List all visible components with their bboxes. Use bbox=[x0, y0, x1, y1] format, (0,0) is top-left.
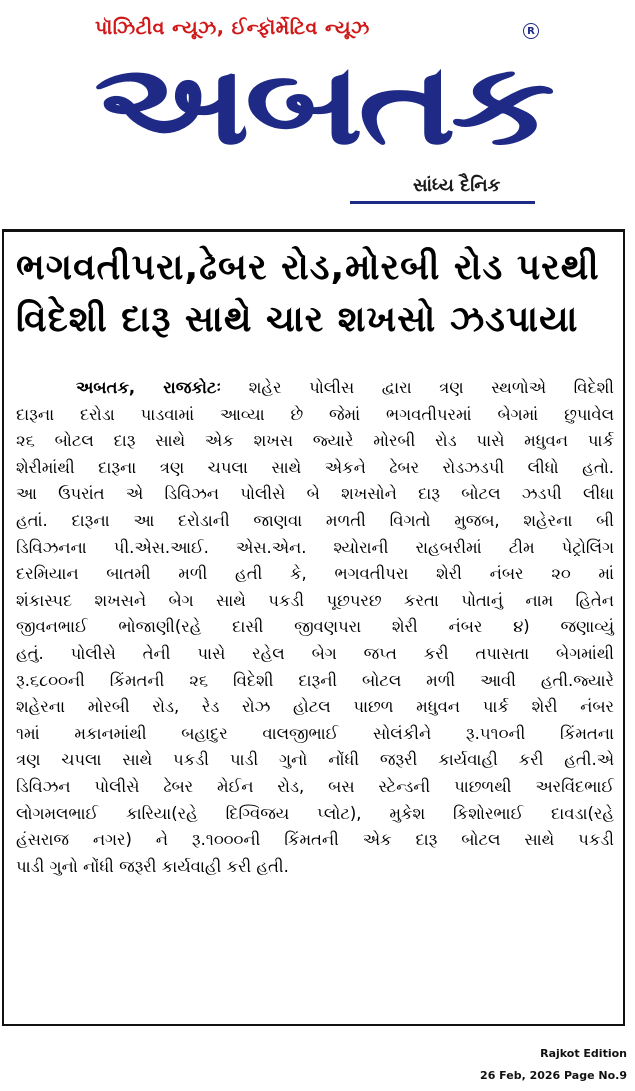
body-line: પાડી ગુનો નોંધી જરૂરી કાર્યવાહી કરી હતી. bbox=[16, 856, 289, 876]
body-line: ૨૬ બોટલ દારૂ સાથે એક શખસ જ્યારે મોરબી રોડ પાસે મધુવન પાર્ક bbox=[16, 431, 614, 451]
body-line: દરમિયાન બાતમી મળી હતી કે, ભગવતીપરા શેરી નંબર ૨૦ માં bbox=[16, 564, 614, 584]
body-line: ૧માં મકાનમાંથી બહાદુર વાલજીભાઈ સોલંકીને રૂ.૫૧૦ની કિંમતના bbox=[16, 723, 614, 743]
masthead-tagline: પૉઝિટીવ ન્યૂઝ, ઈન્ફૉર્મેટિવ ન્યૂઝ bbox=[95, 17, 370, 39]
body-line: શેરીમાંથી દારૂના ત્રણ ચપલા સાથે એકને ઢેબર રોડઝડપી લીધો હતો. bbox=[16, 457, 614, 477]
newspaper-logo: અબતક bbox=[94, 40, 550, 170]
body-line: ડિવિઝન પોલીસે ઢેબર મેઈન રોડ, બસ સ્ટેન્ડની પાછળથી અરવિંદભાઈ bbox=[16, 776, 614, 796]
body-line: રૂ.૬૮૦૦ની કિંમતની ૨૬ વિદેશી દારૂની બોટલ મળી આવી હતી.જ્યારે bbox=[16, 670, 614, 690]
news-article bbox=[2, 229, 625, 1026]
article-body bbox=[16, 375, 614, 880]
body-line: લોગમલભાઈ કારિયા(રહે દિગ્વિજય પ્લોટ), મુકેશ કિશોરભાઈ દાવડા(રહે bbox=[16, 803, 614, 823]
article-dateline: અબતક, રાજકોટઃ bbox=[76, 378, 222, 397]
body-line: જીવનભાઈ ભોજાણી(રહે દાસી જીવણપરા શેરી નંબર ૪) જણાવ્યું bbox=[16, 617, 614, 637]
masthead-divider bbox=[350, 201, 535, 204]
body-line: હતું. પોલીસે તેની પાસે રહેલ બેગ જપ્ત કરી તપાસતા બેગમાંથી bbox=[16, 643, 614, 663]
headline-line: વિદેશી દારૂ સાથે ચાર શખસો ઝડપાયા bbox=[16, 299, 579, 340]
footer-date-page: 26 Feb, 2026 Page No.9 bbox=[480, 1069, 627, 1082]
body-line: શહેરના મોરબી રોડ, રેડ રોઝ હોટલ પાછળ મધુવન પાર્ક શેરી નંબર bbox=[16, 697, 614, 717]
body-line: ત્રણ ચપલા સાથે પકડી પાડી ગુનો નોંધી જરૂરી કાર્યવાહી કરી હતી.એ bbox=[16, 750, 614, 770]
footer-edition: Rajkot Edition bbox=[540, 1047, 627, 1060]
body-line: શંકાસ્પદ શખસને બેગ સાથે પકડી પૂછપરછ કરતા પોતાનું નામ હિતેન bbox=[16, 590, 614, 610]
body-line: હંસરાજ નગર) ને રૂ.૧૦૦૦ની કિંમતની એક દારૂ બોટલ સાથે પકડી bbox=[16, 830, 614, 850]
body-line: શહેર પોલીસ દ્વારા ત્રણ સ્થળોએ વિદેશી bbox=[248, 378, 614, 397]
article-headline bbox=[16, 242, 618, 346]
masthead bbox=[0, 0, 635, 215]
headline-line: ભગવતીપરા,ઢેબર રોડ,મોરબી રોડ પરથી bbox=[16, 247, 600, 288]
body-line: દારૂના દરોડા પાડવામાં આવ્યા છે જેમાં ભગવતીપરમાં બેગમાં છુપાવેલ bbox=[16, 404, 614, 424]
body-line: ડિવિઝનના પી.એસ.આઈ. એસ.એન. શ્યોરાની રાહબરીમાં ટીમ પેટ્રોલિંગ bbox=[16, 537, 614, 557]
body-line-first bbox=[16, 375, 614, 402]
edition-type-label: સાંધ્ય દૈનિક bbox=[413, 175, 501, 196]
body-line: આ ઉપરાંત એ ડિવિઝન પોલીસે બે શખસોને દારૂ બોટલ ઝડપી લીધા bbox=[16, 484, 614, 504]
registered-trademark-icon: R bbox=[523, 23, 539, 39]
body-line: હતાં. દારૂના આ દરોડાની જાણવા મળતી વિગતો મુજબ, શહેરના બી bbox=[16, 510, 614, 530]
